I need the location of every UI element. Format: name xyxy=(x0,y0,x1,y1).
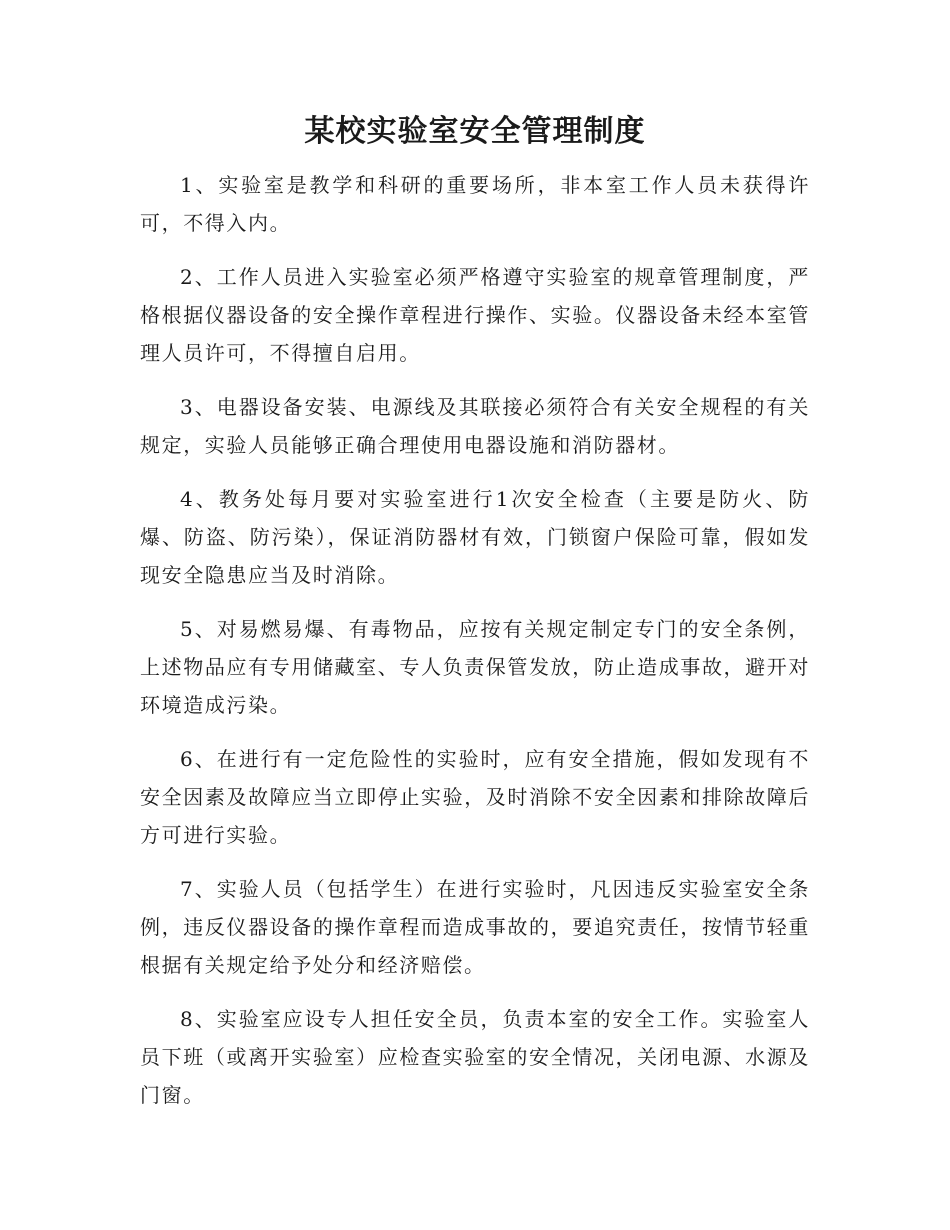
paragraph-3: 3、电器设备安装、电源线及其联接必须符合有关安全规程的有关规定，实验人员能够正确合理使用电器设施和消防器材。 xyxy=(140,395,810,457)
paragraph-4: 4、教务处每月要对实验室进行1次安全检查（主要是防火、防爆、防盗、防污染），保证消防器材有效，门锁窗户保险可靠，假如发现安全隐患应当及时消除。 xyxy=(140,487,810,587)
paragraph-6: 6、在进行有一定危险性的实验时，应有安全措施，假如发现有不安全因素及故障应当立即停止实验，及时消除不安全因素和排除故障后方可进行实验。 xyxy=(140,747,810,847)
document-body xyxy=(140,166,810,1130)
paragraph-1: 1、实验室是教学和科研的重要场所，非本室工作人员未获得许可，不得入内。 xyxy=(140,173,810,235)
paragraph-7: 7、实验人员（包括学生）在进行实验时，凡因违反实验室安全条例，违反仪器设备的操作章程而造成事故的，要追究责任，按情节轻重根据有关规定给予处分和经济赔偿。 xyxy=(140,877,810,977)
paragraph-2: 2、工作人员进入实验室必须严格遵守实验室的规章管理制度，严格根据仪器设备的安全操作章程进行操作、实验。仪器设备未经本室管理人员许可，不得擅自启用。 xyxy=(140,265,810,365)
paragraph-8: 8、实验室应设专人担任安全员，负责本室的安全工作。实验室人员下班（或离开实验室）应检查实验室的安全情况，关闭电源、水源及门窗。 xyxy=(140,1007,810,1107)
paragraph-5: 5、对易燃易爆、有毒物品，应按有关规定制定专门的安全条例，上述物品应有专用储藏室、专人负责保管发放，防止造成事故，避开对环境造成污染。 xyxy=(140,617,810,717)
document-title: 某校实验室安全管理制度 xyxy=(304,114,646,149)
